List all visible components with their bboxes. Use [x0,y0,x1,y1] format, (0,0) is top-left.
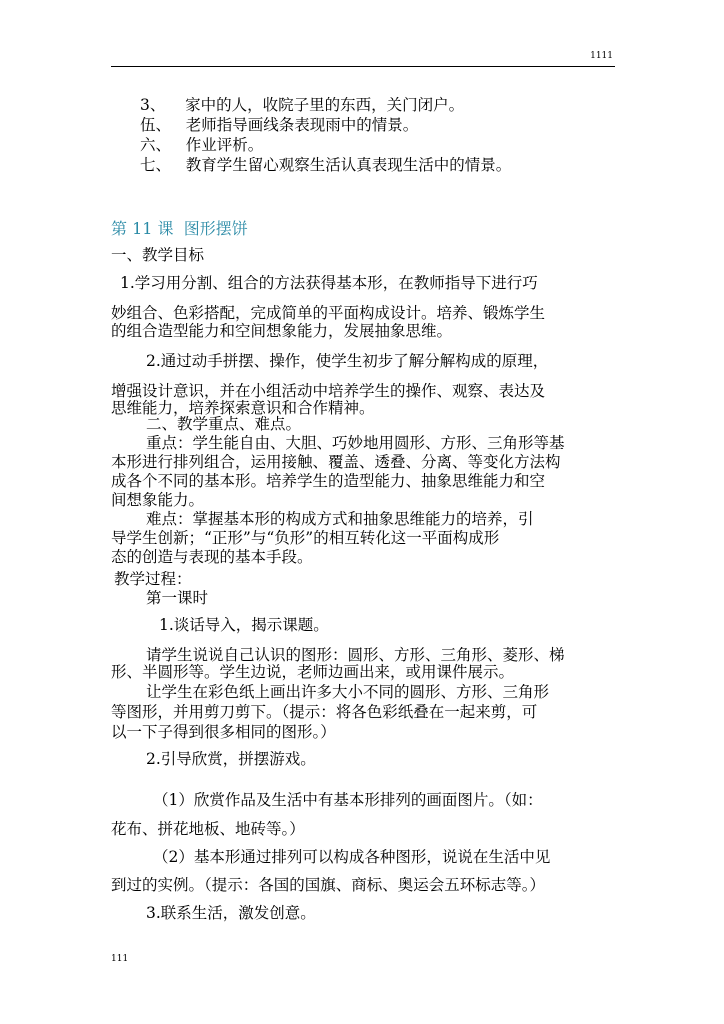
keypoints-line-3: 成各个不同的基本形。培养学生的造型能力、抽象思维能力和空 [111,472,546,490]
lesson-title: 第 11 课 图形摆饼 [111,219,248,238]
step-1-line-3: 让学生在彩色纸上画出许多大小不同的圆形、方形、三角形 [146,683,550,701]
keypoints-line-1: 重点：学生能自由、大胆、巧妙地用圆形、方形、三角形等基 [146,434,565,452]
objective-1-line-3: 的组合造型能力和空间想象能力，发展抽象思维。 [111,322,453,340]
objective-2-line-3: 思维能力，培养探索意识和合作精神。 [111,399,375,417]
process-heading: 教学过程： [114,570,192,588]
keypoints-line-4: 间想象能力。 [111,491,205,509]
step-2-item-1-line-2: 花布、拼花地板、地砖等。） [111,820,305,838]
section-keypoints-heading: 二、教学重点、难点。 [146,415,302,433]
header-rule [111,66,615,67]
objective-2-line-1: 2.通过动手拼摆、操作，使学生初步了解分解构成的原理， [146,352,549,370]
step-2-item-2-line-1: （2）基本形通过排列可以构成各种图形，说说在生活中见 [153,848,551,866]
difficulty-line-1: 难点：掌握基本形的构成方式和抽象思维能力的培养，引 [146,510,534,528]
section-objectives-heading: 一、教学目标 [111,246,205,264]
step-2-item-1-line-1: （1）欣赏作品及生活中有基本形排列的画面图片。（如： [153,791,543,809]
difficulty-line-2: 导学生创新；“正形”与“负形”的相互转化这一平面构成形 [111,529,500,547]
intro-item-6: 六、 作业评析。 [140,136,264,154]
step-3-heading: 3.联系生活，激发创意。 [146,904,316,922]
intro-item-3: 3、 家中的人，收院子里的东西，关门闭户。 [140,96,465,114]
objective-1-line-1: 1.学习用分割、组合的方法获得基本形，在教师指导下进行巧 [120,274,538,292]
step-1-line-2: 形、半圆形等。学生边说，老师边画出来，或用课件展示。 [111,663,515,681]
step-1-heading: 1.谈话导入，揭示课题。 [159,616,329,634]
intro-item-7: 七、 教育学生留心观察生活认真表现生活中的情景。 [140,156,512,174]
difficulty-line-3: 态的创造与表现的基本手段。 [111,548,313,566]
step-1-line-5: 以一下子得到很多相同的图形。） [111,723,336,741]
footer-page-number: 111 [111,954,129,964]
header-page-number: 1111 [590,51,613,61]
step-2-heading: 2.引导欣赏，拼摆游戏。 [146,750,316,768]
first-class-heading: 第一课时 [146,589,209,607]
objective-1-line-2: 妙组合、色彩搭配，完成简单的平面构成设计。培养、锻炼学生 [111,304,546,322]
keypoints-line-2: 本形进行排列组合，运用接触、覆盖、透叠、分离、等变化方法构 [111,453,561,471]
step-2-item-2-line-2: 到过的实例。（提示：各国的国旗、商标、奥运会五环标志等。） [111,876,546,894]
step-1-line-4: 等图形，并用剪刀剪下。（提示：将各色彩纸叠在一起来剪，可 [111,703,538,721]
step-1-line-1: 请学生说说自己认识的图形：圆形、方形、三角形、菱形、梯 [146,646,565,664]
objective-2-line-2: 增强设计意识，并在小组活动中培养学生的操作、观察、表达及 [111,382,546,400]
intro-item-5: 伍、 老师指导画线条表现雨中的情景。 [140,116,419,134]
